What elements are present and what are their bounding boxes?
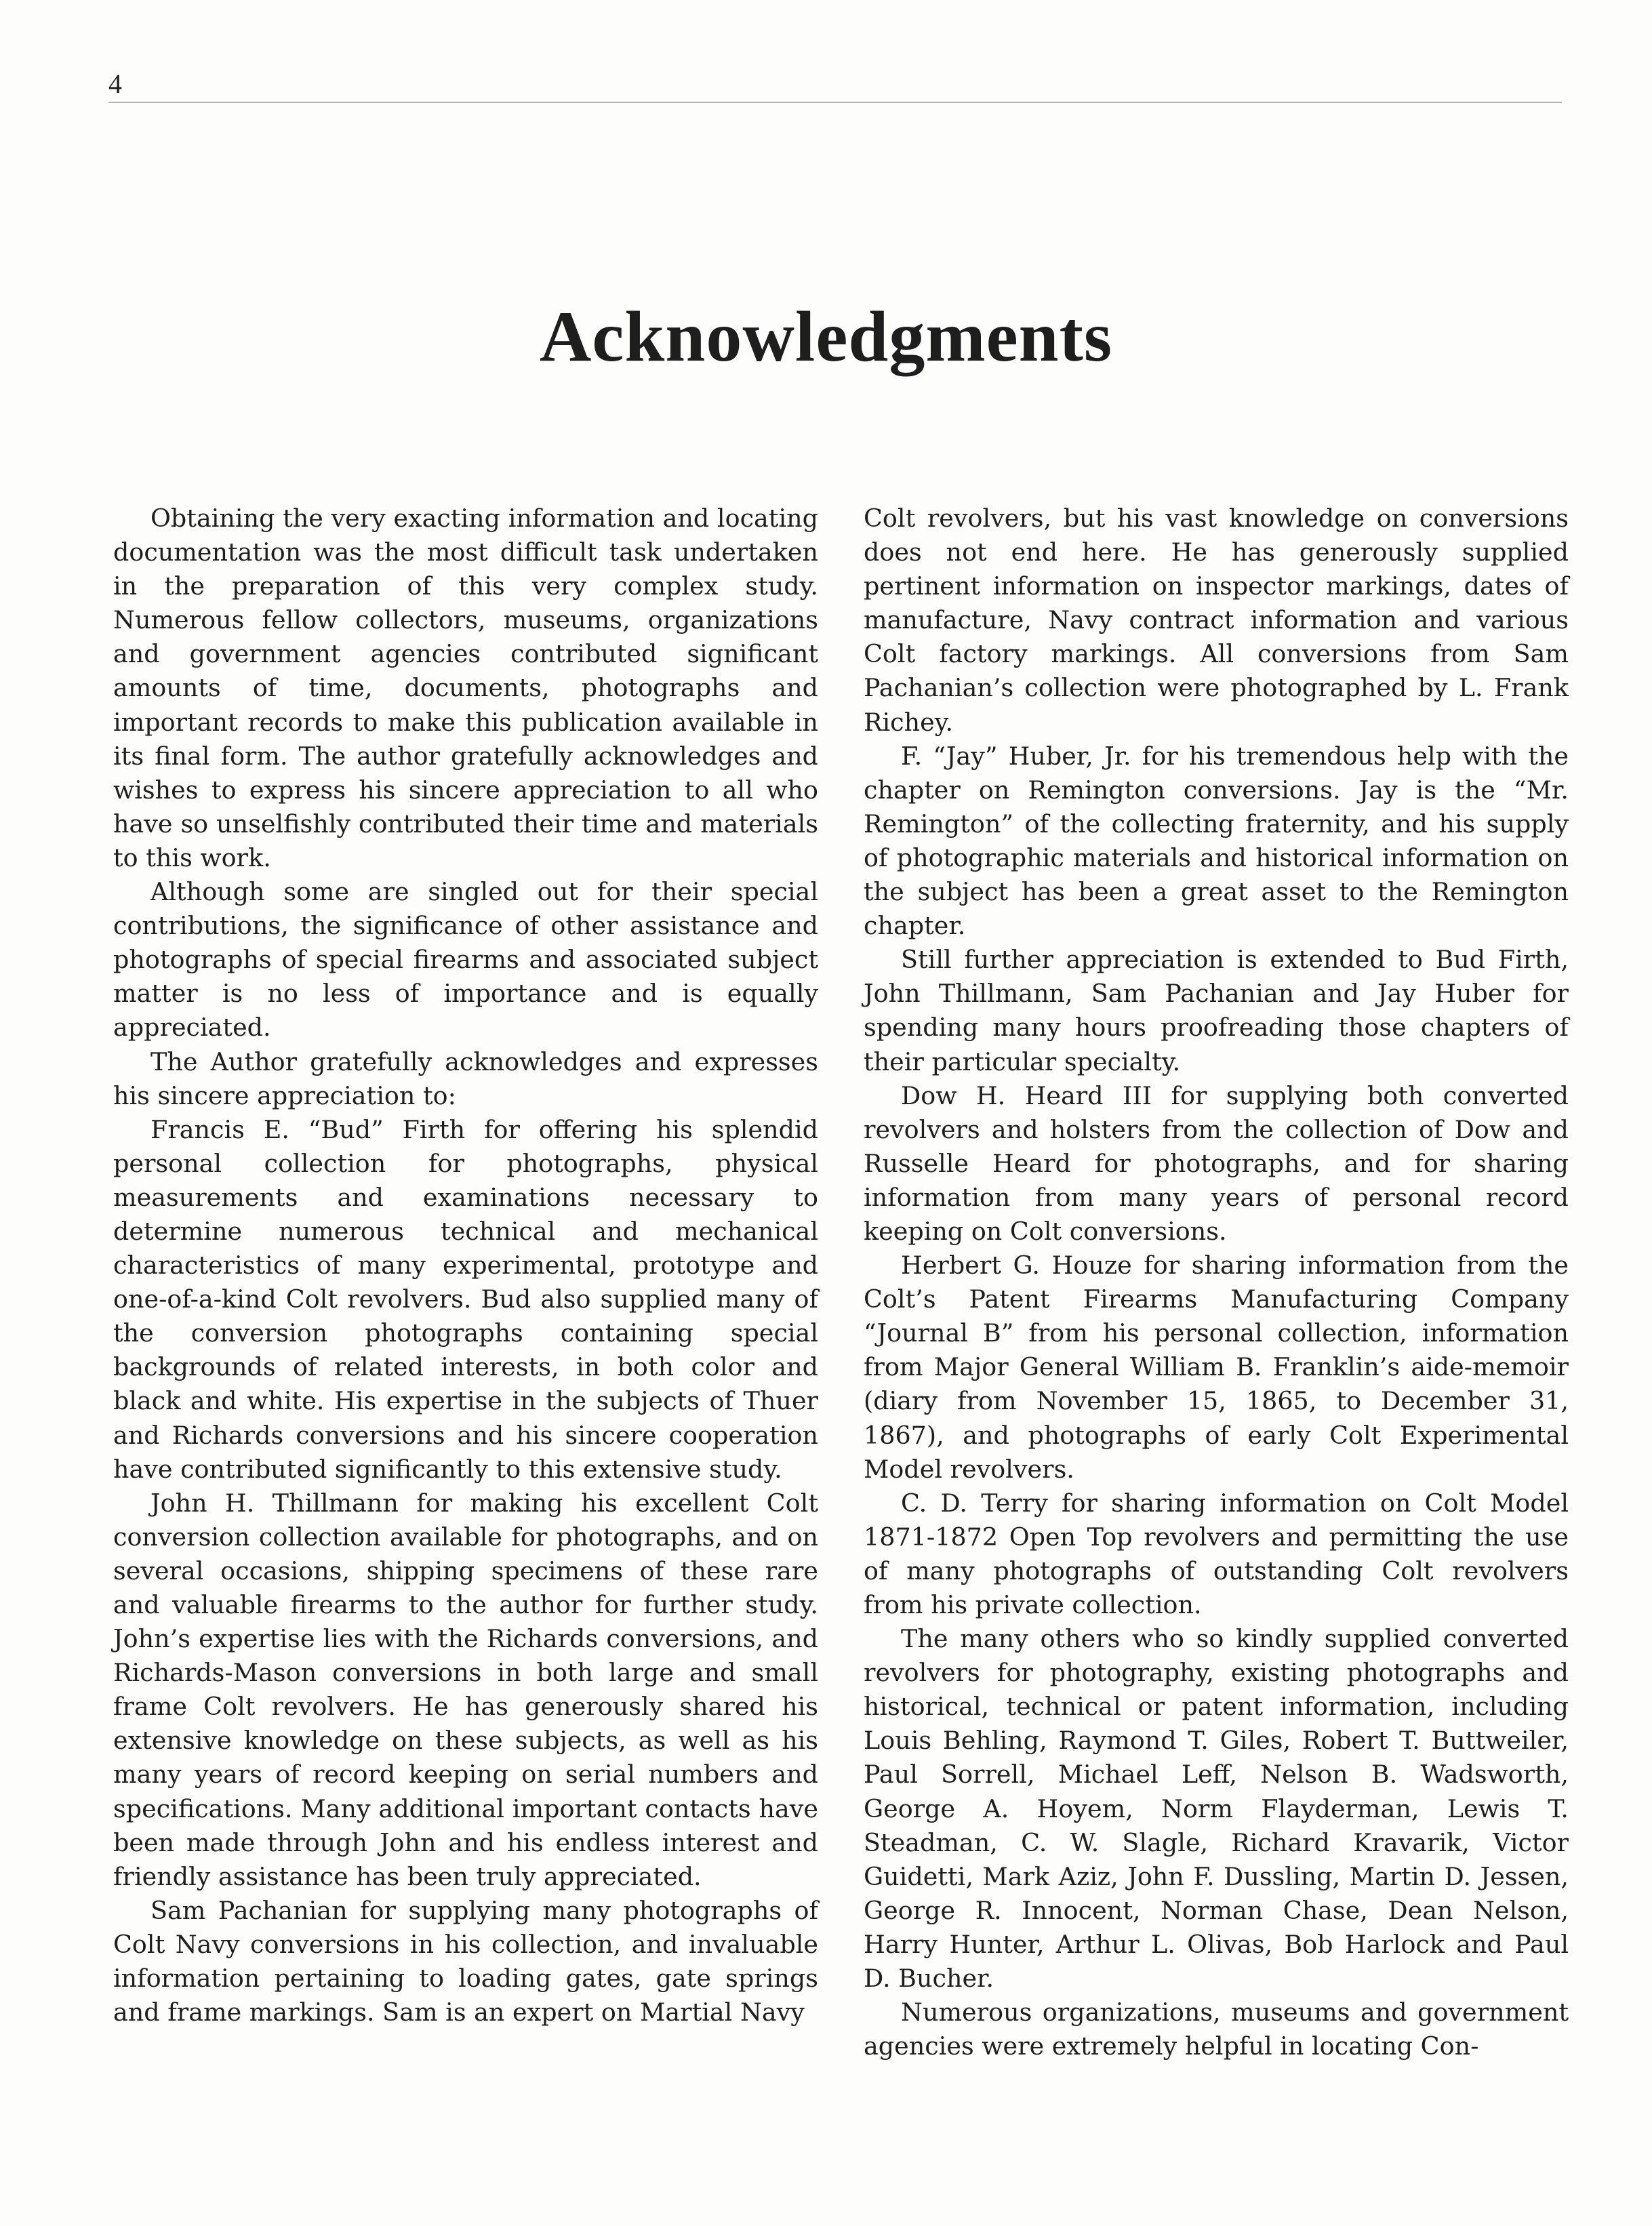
right-column [864,502,1569,2063]
paragraph-firth: Francis E. “Bud” Firth for offering his splendid personal collection for photographs, physical measurements and examinations necessary to determine numerous technical and mechanical characteristics of many experimental, prototype and one-of-a-kind Colt revolvers. Bud also supplied many of the conversion photographs containing special backgrounds of related interests, in both color and black and white. His expertise in the subjects of Thuer and Richards conversions and his sincere cooperation have contributed significantly to this extensive study. [113,1114,818,1484]
paragraph-proofreading: Still further appreciation is extended to Bud Firth, John Thillmann, Sam Pachanian and Jay Huber for spending many hours proofreading those chapters of their particular specialty. [864,945,1569,1076]
paragraph-contributions: Although some are singled out for their special contributions, the significance of other assistance and photographs of special firearms and associated subject matter is no less of importance and is equally appreciated. [113,877,818,1043]
paragraph-pachanian: Sam Pachanian for supplying many photographs of Colt Navy conversions in his collection, and invaluable information pertaining to loading gates, gate springs and frame markings. Sam is an expert on Martial Navy [113,1895,818,2027]
header-rule [108,102,1562,103]
paragraph-intro: Obtaining the very exacting information and locating documentation was the most difficult task undertaken in the preparation of this very complex study. Numerous fellow collectors, museums, organizations and government agencies contributed significant amounts of time, documents, photographs and important records to make this publication available in its final form. The author gratefully acknowledges and wishes to express his sincere appreciation to all who have so unselfishly contributed their time and materials to this work. [113,504,818,872]
paragraph-heard: Dow H. Heard III for supplying both converted revolvers and holsters from the collection of Dow and Russelle Heard for photographs, and for sharing information from many years of personal record keeping on Colt conversions. [864,1080,1569,1246]
page-number: 4 [108,68,122,99]
paragraph-organizations: Numerous organizations, museums and government agencies were extremely helpful in locating Con- [864,1998,1569,2061]
paragraph-appreciation: The Author gratefully acknowledges and expresses his sincere appreciation to: [113,1047,818,1110]
left-column [113,502,818,2029]
paragraph-others: The many others who so kindly supplied converted revolvers for photography, existing photographs and historical, technical or patent information, including Louis Behling, Raymond T. Giles, Robert T. Buttweiler, Paul Sorrell, Michael Leff, Nelson B. Wadsworth, George A. Hoyem, Norm Flayderman, Lewis T. Steadman, C. W. Slagle, Richard Kravarik, Victor Guidetti, Mark Aziz, John F. Dussling, Martin D. Jessen, George R. Innocent, Norman Chase, Dean Nelson, Harry Hunter, Arthur L. Olivas, Bob Harlock and Paul D. Bucher. [864,1624,1569,1994]
paragraph-pachanian-continued: Colt revolvers, but his vast knowledge on conversions does not end here. He has generously supplied pertinent information on inspector markings, dates of manufacture, Navy contract information and various Colt factory markings. All conversions from Sam Pachanian’s collection were photographed by L. Frank Richey. [864,504,1569,737]
page-title: Acknowledgments [539,297,1113,376]
paragraph-houze: Herbert G. Houze for sharing information from the Colt’s Patent Firearms Manufacturing Company “Journal B” from his personal collection, information from Major General William B. Franklin’s aide-memoir (diary from November 15, 1865, to December 31, 1867), and photographs of early Colt Experimental Model revolvers. [864,1251,1569,1484]
paragraph-thillmann: John H. Thillmann for making his excellent Colt conversion collection available for photographs, and on several occasions, shipping specimens of these rare and valuable firearms to the author for further study. John’s expertise lies with the Richards conversions, and Richards-Mason conversions in both large and small frame Colt revolvers. He has generously shared his extensive knowledge on these subjects, as well as his many years of record keeping on serial numbers and specifications. Many additional important contacts have been made through John and his endless interest and friendly assistance has been truly appreciated. [113,1488,818,1891]
paragraph-huber: F. “Jay” Huber, Jr. for his tremendous help with the chapter on Remington conversions. Jay is the “Mr. Remington” of the collecting fraternity, and his supply of photographic materials and historical information on the subject has been a great asset to the Remington chapter. [864,741,1569,941]
paragraph-terry: C. D. Terry for sharing information on Colt Model 1871-1872 Open Top revolvers and permitting the use of many photographs of outstanding Colt revolvers from his private collection. [864,1488,1569,1619]
